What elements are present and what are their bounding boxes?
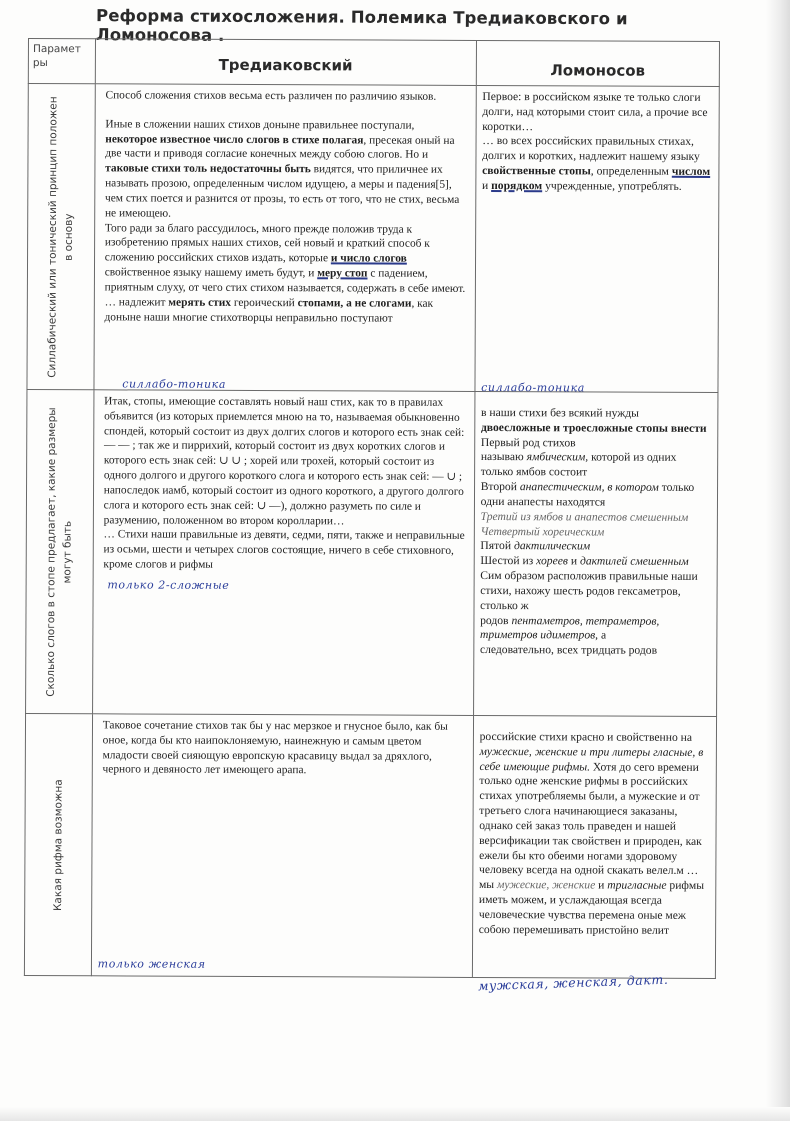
- table-row: [26, 389, 718, 716]
- paragraph: называю ямбическим, которой из одних только ямбов состоит: [480, 450, 677, 479]
- header-param: Парамет ры: [28, 39, 95, 84]
- paragraph: родов пентаметров, тетраметров, триметров идиметров, а: [480, 613, 660, 642]
- trediakovsky-cell: [92, 390, 474, 716]
- table-header-row: [28, 39, 719, 87]
- paragraph: Итак, стопы, имеющие составлять новый наш стих, как то в правилах объявится (из которых приемлется мною на то, называемая обыкновенно спондей, который состоит из двух долгих слогов и которого есть знак сей: — — ; так же и пиррихий, который состоит из двух коротких слогов и которого есть знак сей: ∪ ∪ ; хорей или трохей, который состоит из одного долгого и другого короткого слога и которого есть знак сей: — ∪ ; напоследок иамб, который состоит из одного короткого, а другого долгого слога и которого есть знак сей: ∪ —), должно разуметь по силе и разумению, положенном во втором королларии…: [103, 395, 465, 528]
- paragraph: Того ради за благо рассудилось, много прежде положив труда к изобретению прямых наших стихов, сей новый и краткий способ к сложению российских стихов издать, которые и число слогов свойственное языку нашему иметь будут, и меру стоп с падением, приятным слуху, от чего стих стихом называется, содержать в себе имеют.: [104, 221, 466, 295]
- scan-edge-shadow: [766, 0, 790, 1121]
- scan-bottom-shadow: [0, 1107, 790, 1121]
- paragraph: Третий из ямбов и анапестов смешенным: [480, 509, 689, 524]
- paragraph: в наши стихи без всякий нужды: [480, 405, 640, 420]
- paragraph: Первый род стихов: [480, 435, 576, 450]
- paragraph: Таковое сочетание стихов так бы у нас мерзкое и гнусное было, как бы оное, когда бы кто наипоклоняемую, наинежную и самым цветом младости своей сияющую европскую красавицу выдал за дряхлого, черного и девяносто лет имеющего арапа.: [102, 719, 448, 777]
- row-param-label: Какая рифма возможна: [51, 778, 65, 911]
- paragraph: Сим образом расположив правильные наши стихи, нахожу шесть родов гексаметров, столько ж: [480, 569, 698, 612]
- paragraph: Иные в сложении наших стихов доныне правильнее поступали, некоторое известное число слогов в стихе полагая, пресекая оный на две части и приводя согласие конечных между собою слогов. Но и таковые стихи толь недостаточны быть видятся, что приличнее их называть прозою, определенным числом идущею, а меры и падения[5], чем стих поется и разнится от прозы, то есть от того, что не стих, весьма не имеющею.: [104, 118, 460, 220]
- table-row: [27, 84, 719, 393]
- trediakovsky-cell: [91, 714, 473, 978]
- paragraph: Шестой из хореев и дактилей смешенным: [480, 554, 689, 569]
- table-row: [24, 713, 716, 978]
- paragraph: … Стихи наши правильные из девяти, седми, пяти, также и неправильные из осьми, шести и четырех слогов состоящие, ничего в себе стиховного, кроме слогов и рифмы: [103, 528, 465, 571]
- trediakovsky-cell: [94, 84, 476, 392]
- comparison-sheet: [24, 38, 720, 971]
- paragraph: двоесложные и троесложные стопы внести: [480, 420, 707, 435]
- handwritten-note: только женская: [97, 957, 206, 971]
- row-param-label: Силлабический или тонический принцип положен в основу: [46, 95, 76, 378]
- header-trediakovsky: Тредиаковский: [95, 39, 476, 86]
- paragraph: Первое: в российском языке те только слоги долги, над которыми стоит сила, а прочие все коротки…: [482, 89, 708, 133]
- header-lomonosov: Ломоносов: [476, 40, 720, 86]
- lomonosov-cell: [475, 85, 720, 395]
- paragraph: Пятой дактилическим: [480, 539, 591, 553]
- lomonosov-cell: [472, 715, 716, 978]
- row-param-label: Сколько слогов в стопе предлагает, какие размеры могут быть: [44, 406, 74, 697]
- handwritten-footer-note: мужская, женская, дакт.: [477, 971, 669, 994]
- paragraph: Четвертый хореическим: [480, 524, 605, 539]
- paragraph: Способ сложения стихов весьма есть различен по различию языков.: [105, 89, 437, 103]
- paragraph: Второй анапестическим, в котором только одни анапесты находятся: [480, 480, 695, 509]
- page-title: Реформа стихосложения. Полемика Тредиаковского и Ломоносова .: [95, 6, 628, 45]
- comparison-table: [24, 38, 720, 979]
- paragraph: следовательно, всех тридцать родов: [479, 643, 658, 658]
- handwritten-note: только 2-сложные: [107, 578, 230, 592]
- paragraph: … во всех российских правильных стихах, долгих и коротких, надлежит нашему языку свойственные стопы, определенным числом и порядком учрежденные, употреблять.: [481, 134, 711, 193]
- row-param-cell: [27, 84, 95, 390]
- row-param-cell: [24, 713, 92, 975]
- handwritten-note: силлабо-тоника: [481, 380, 585, 395]
- paragraph: … надлежит мерять стих героический стопами, а не слогами, как доныне наши многие стихотворцы неправильно поступают: [104, 296, 434, 325]
- paragraph: российские стихи красно и свойственно на мужеские, женские и три литеры гласные, в себе имеющие рифмы. Хотя до сего времени только одне женские рифмы в российских стихах употребляемы были, а мужеские и от третьего слога начинающиеся заказаны, однако сей заказ толь праведен и нашей версификации так свойствен и природен, как ежели бы кто обеими ногами здоровому человеку всегда на одной скакать велел.м …мы мужеские, женские и тригласные рифмы иметь можем, и услаждающая всегда человеческие чувства перемена оные меж собою перемешивать пристойно велит: [478, 729, 705, 937]
- lomonosov-cell: [473, 391, 718, 716]
- row-param-cell: [26, 389, 94, 713]
- handwritten-note: силлабо-тоника: [122, 377, 227, 391]
